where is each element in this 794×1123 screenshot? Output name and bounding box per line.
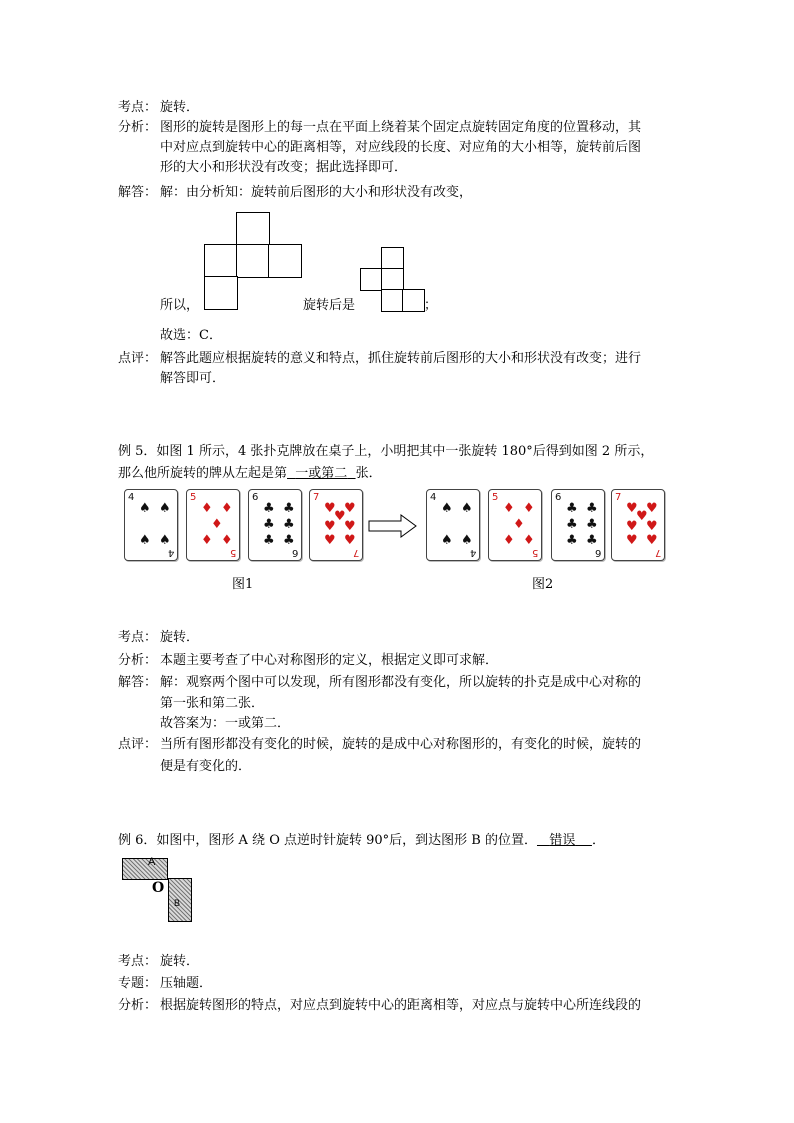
jieda-label-1: 解答：	[118, 185, 158, 200]
card-rank-bottom: 7	[654, 547, 661, 558]
ex5-question-line-2: 那么他所旋转的牌从左起是第 一或第二 张．	[118, 466, 382, 481]
dianping-label-1: 点评：	[118, 351, 158, 366]
kaodian-label-1: 考点：	[118, 100, 158, 115]
jieda-line-2b: 第一张和第二张．	[160, 696, 265, 711]
suit-pip-icon: ♦	[221, 533, 233, 548]
semicolon: ；	[424, 298, 438, 313]
jieda-line-2a: 解：观察两个图中可以发现，所有图形都没有变化，所以旋转的扑克是成中心对称的	[160, 675, 642, 690]
suit-pip-icon: ♣	[263, 533, 275, 548]
suit-pip-icon: ♦	[523, 533, 535, 548]
card-rank-bottom: 6	[594, 547, 601, 558]
suit-pip-icon: ♥	[646, 519, 658, 534]
suit-pip-icon: ♣	[283, 517, 295, 532]
card-rank-bottom: 6	[291, 547, 298, 558]
suit-pip-icon: ♦	[221, 501, 233, 516]
kaodian-label-2: 考点：	[118, 630, 158, 645]
fenxi-line-2: 中对应点到旋转中心的距离相等，对应线段的长度、对应角的大小相等，旋转前后图	[160, 140, 642, 155]
playing-card-fig2-1	[426, 489, 480, 561]
card-rank-bottom: 4	[167, 547, 174, 558]
fenxi-label-2: 分析：	[118, 653, 158, 668]
ex5-question-line-1: 例 5．如图 1 所示，4 张扑克牌放在桌子上，小明把其中一张旋转 180°后得到如图 2 所示，	[118, 444, 654, 459]
dianping-line-2a: 当所有图形都没有变化的时候，旋转的是成中心对称图形的，有变化的时候，旋转的	[160, 737, 642, 752]
playing-card-fig2-4	[611, 489, 665, 561]
ex5-answer: 一或第二	[295, 466, 348, 481]
playing-card-fig1-1	[124, 489, 178, 561]
fenxi-text-3: 根据旋转图形的特点，对应点到旋转中心的距离相等，对应点与旋转中心所连线段的	[160, 998, 642, 1013]
suit-pip-icon: ♥	[626, 533, 638, 548]
card-rank-top: 4	[128, 492, 135, 503]
suit-pip-icon: ♣	[566, 517, 578, 532]
suit-pip-icon: ♣	[263, 501, 275, 516]
suit-pip-icon: ♦	[513, 517, 525, 532]
kaodian-text-3: 旋转．	[160, 954, 200, 969]
suit-pip-icon: ♣	[566, 501, 578, 516]
zhuanti-text: 压轴题．	[160, 976, 213, 991]
suit-pip-icon: ♥	[646, 501, 658, 516]
fenxi-line-1: 图形的旋转是图形上的每一点在平面上绕着某个固定点旋转固定角度的位置移动，其	[160, 120, 642, 135]
dianping-line-2: 解答即可．	[160, 371, 226, 386]
suit-pip-icon: ♦	[201, 501, 213, 516]
suit-pip-icon: ♦	[211, 517, 223, 532]
jieda-text-1: 解：由分析知：旋转前后图形的大小和形状没有改变，	[160, 185, 473, 200]
figure-2-caption: 图2	[532, 577, 554, 592]
suit-pip-icon: ♥	[324, 519, 336, 534]
suit-pip-icon: ♥	[636, 509, 648, 524]
suit-pip-icon: ♥	[344, 533, 356, 548]
suit-pip-icon: ♦	[503, 501, 515, 516]
suit-pip-icon: ♠	[159, 501, 171, 516]
suit-pip-icon: ♣	[586, 501, 598, 516]
card-rank-top: 7	[615, 492, 622, 503]
playing-card-fig1-3	[248, 489, 302, 561]
jieda-label-2: 解答：	[118, 675, 158, 690]
card-rank-bottom: 5	[531, 547, 538, 558]
figure-label-o: O	[152, 880, 165, 896]
card-rank-top: 5	[190, 492, 197, 503]
suit-pip-icon: ♠	[461, 533, 473, 548]
suit-pip-icon: ♥	[646, 533, 658, 548]
playing-card-fig1-2	[186, 489, 240, 561]
suit-pip-icon: ♥	[344, 501, 356, 516]
suit-pip-icon: ♥	[324, 533, 336, 548]
playing-card-fig1-4	[309, 489, 363, 561]
suit-pip-icon: ♣	[263, 517, 275, 532]
card-rank-top: 5	[492, 492, 499, 503]
dianping-line-1: 解答此题应根据旋转的意义和特点，抓住旋转前后图形的大小和形状没有改变；进行	[160, 351, 642, 366]
figure-label-b: B	[174, 898, 181, 908]
suit-pip-icon: ♠	[441, 501, 453, 516]
kaodian-text-2: 旋转．	[160, 630, 200, 645]
suit-pip-icon: ♣	[283, 533, 295, 548]
fenxi-line-3: 形的大小和形状没有改变；据此选择即可．	[160, 160, 408, 175]
suoyi-text: 所以，	[160, 298, 200, 313]
playing-card-fig2-2	[488, 489, 542, 561]
suit-pip-icon: ♥	[334, 509, 346, 524]
card-rank-bottom: 4	[469, 547, 476, 558]
suit-pip-icon: ♠	[139, 501, 151, 516]
arrow-icon	[368, 514, 418, 538]
suit-pip-icon: ♦	[523, 501, 535, 516]
suit-pip-icon: ♣	[586, 517, 598, 532]
fenxi-label-1: 分析：	[118, 120, 158, 135]
suit-pip-icon: ♠	[159, 533, 171, 548]
dianping-label-2: 点评：	[118, 737, 158, 752]
zhuanti-label: 专题：	[118, 976, 158, 991]
suit-pip-icon: ♥	[626, 501, 638, 516]
card-rank-top: 6	[252, 492, 259, 503]
suit-pip-icon: ♣	[566, 533, 578, 548]
figure-1-caption: 图1	[232, 577, 254, 592]
dianping-line-2b: 便是有变化的．	[160, 759, 252, 774]
kaodian-text-1: 旋转．	[160, 100, 200, 115]
ex6-answer: 错误	[549, 833, 576, 848]
kaodian-label-3: 考点：	[118, 954, 158, 969]
card-rank-bottom: 7	[352, 547, 359, 558]
suit-pip-icon: ♣	[283, 501, 295, 516]
ex6-question: 例 6．如图中，图形 A 绕 O 点逆时针旋转 90°后，到达图形 B 的位置． 错误 ．	[118, 833, 605, 848]
guda-text: 故答案为：一或第二．	[160, 716, 291, 731]
suit-pip-icon: ♦	[201, 533, 213, 548]
guxuan-text: 故选：C．	[160, 328, 222, 343]
card-rank-top: 4	[430, 492, 437, 503]
suit-pip-icon: ♣	[586, 533, 598, 548]
playing-card-fig2-3	[551, 489, 605, 561]
card-rank-bottom: 5	[229, 547, 236, 558]
suit-pip-icon: ♠	[461, 501, 473, 516]
suit-pip-icon: ♠	[139, 533, 151, 548]
card-rank-top: 6	[555, 492, 562, 503]
suit-pip-icon: ♠	[441, 533, 453, 548]
fenxi-text-2: 本题主要考查了中心对称图形的定义，根据定义即可求解．	[160, 653, 499, 668]
figure-label-a: A	[148, 856, 156, 868]
card-rank-top: 7	[313, 492, 320, 503]
rotated-is-text: 旋转后是	[303, 298, 356, 313]
suit-pip-icon: ♦	[503, 533, 515, 548]
suit-pip-icon: ♥	[626, 519, 638, 534]
fenxi-label-3: 分析：	[118, 998, 158, 1013]
suit-pip-icon: ♥	[324, 501, 336, 516]
suit-pip-icon: ♥	[344, 519, 356, 534]
